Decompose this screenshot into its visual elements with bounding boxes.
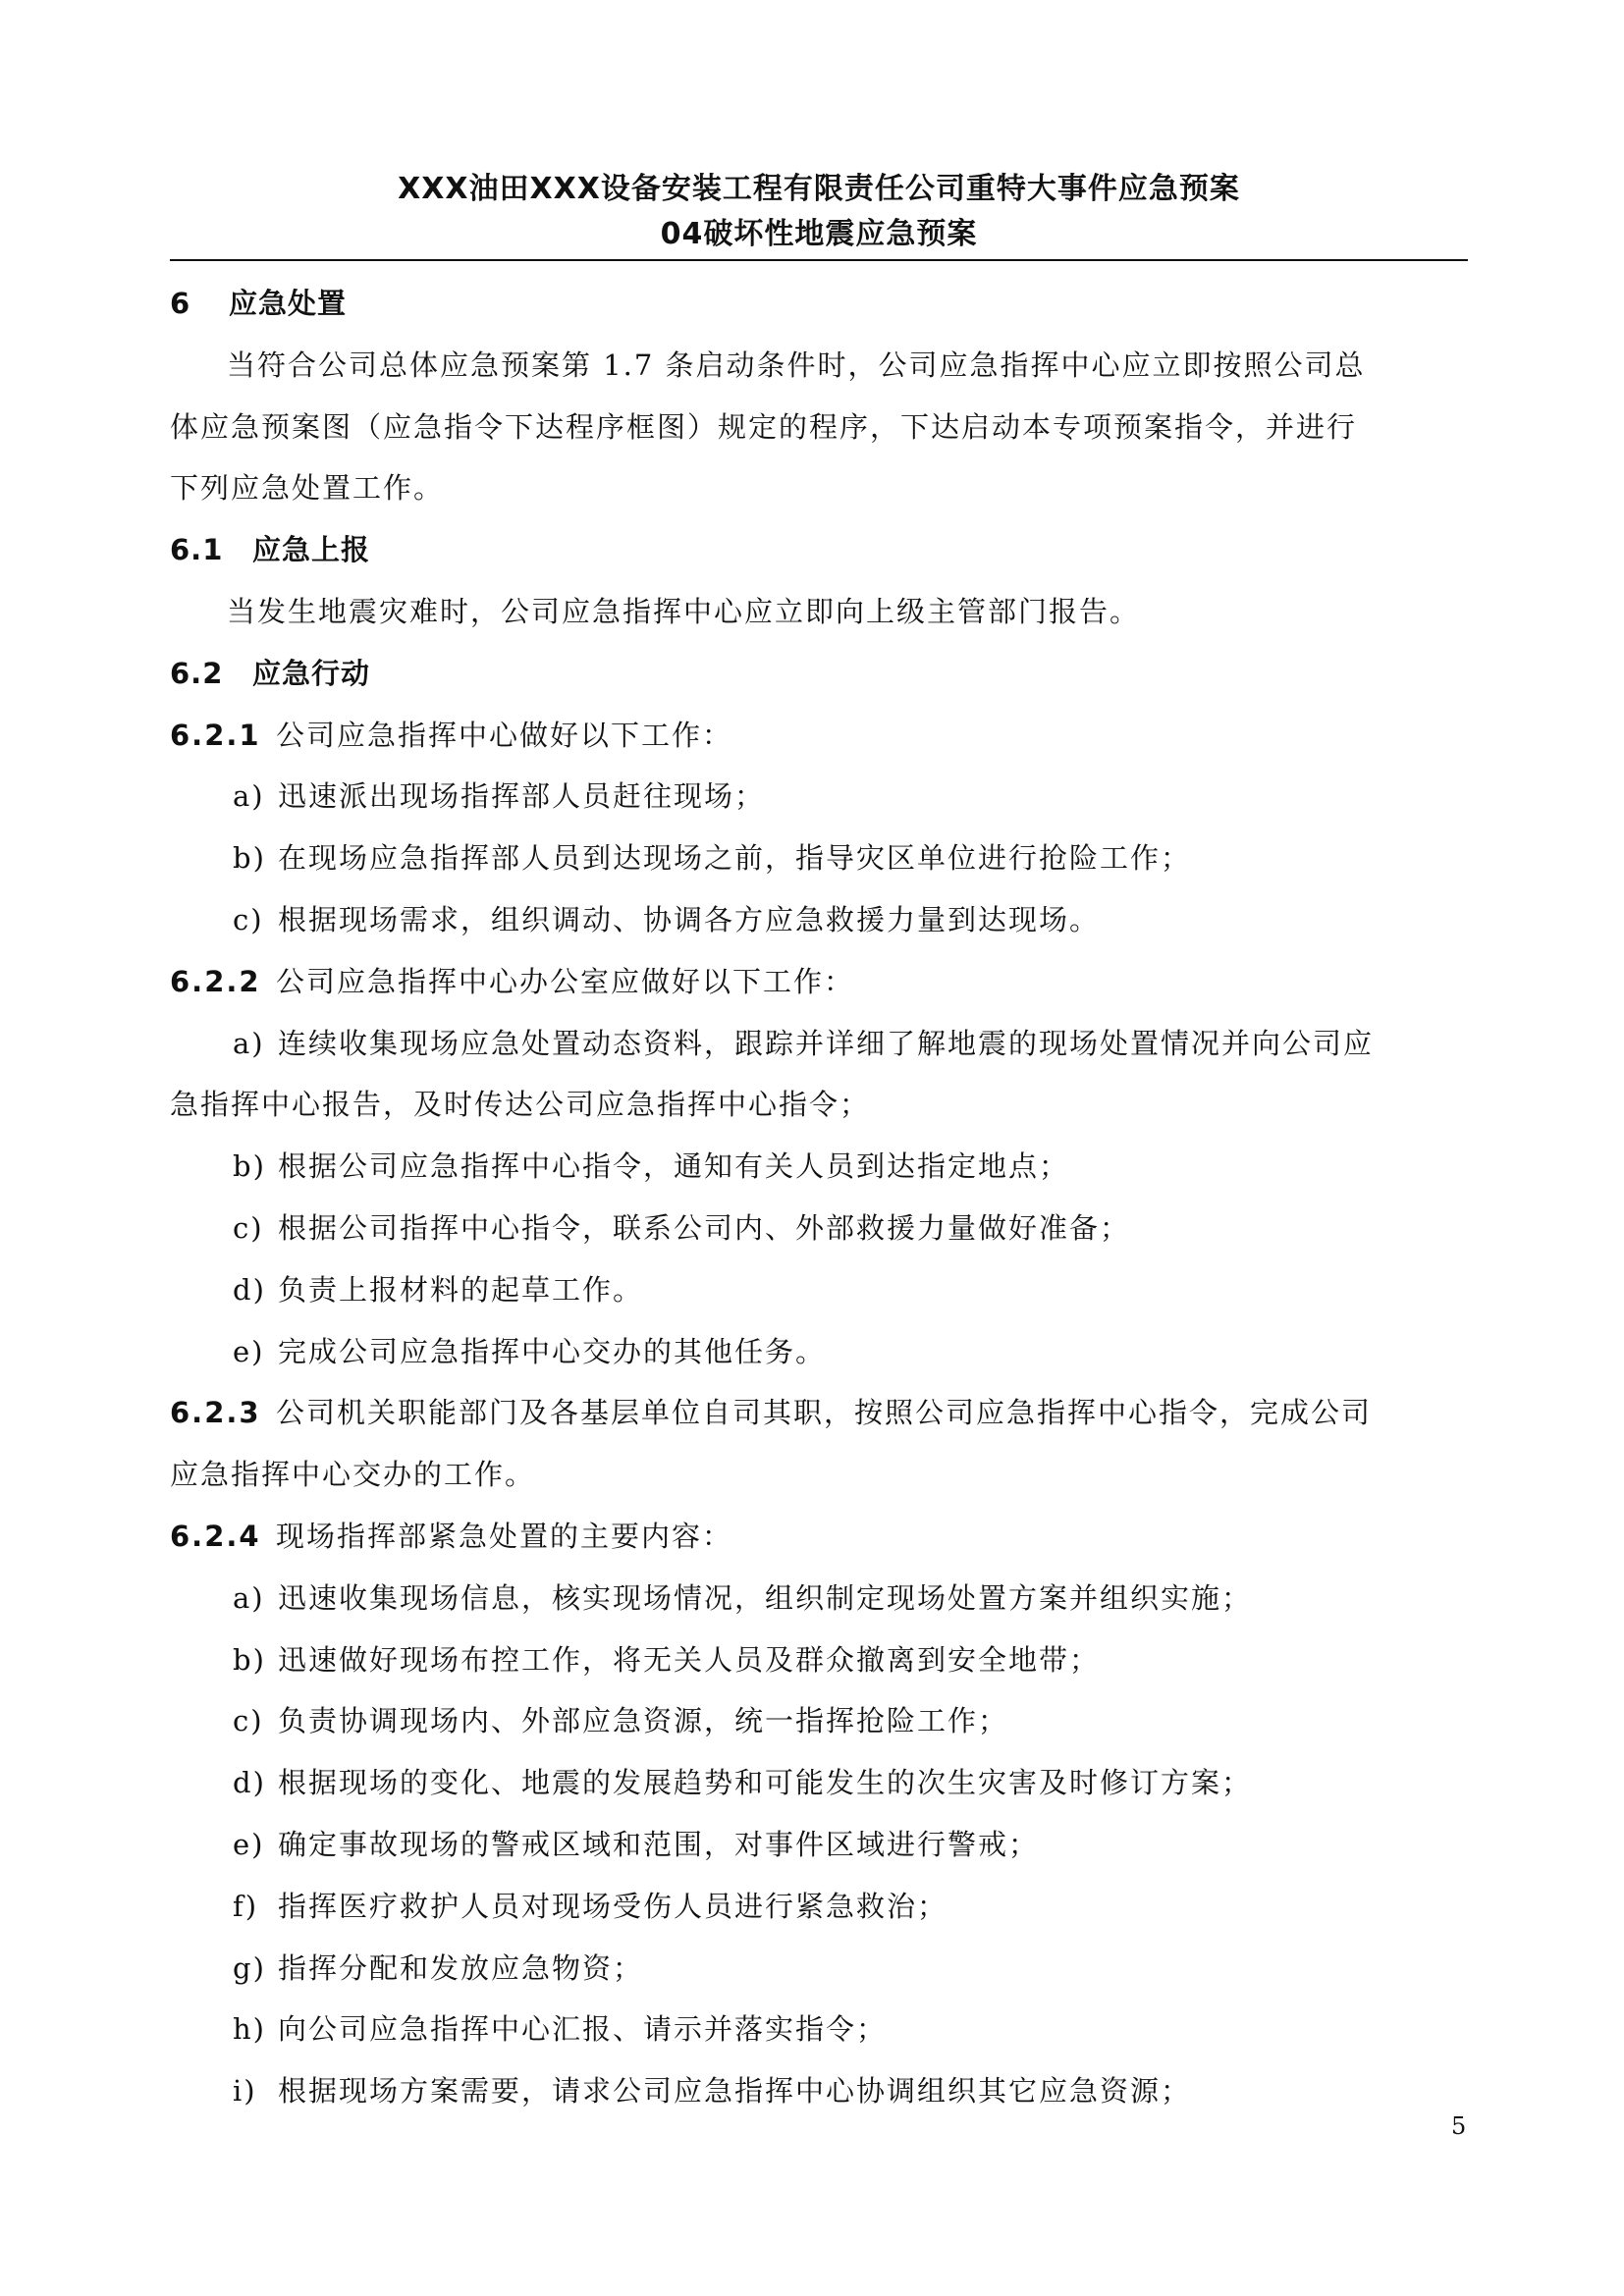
list-item-label: a) — [233, 1026, 265, 1060]
list-item-text: 迅速派出现场指挥部人员赶往现场； — [278, 779, 766, 814]
list-item-label: d) — [233, 1766, 266, 1800]
section-number: 6 — [170, 287, 191, 320]
header-subtitle: 04破坏性地震应急预案 — [660, 217, 978, 251]
section-6-2-heading — [170, 643, 1468, 705]
list-item-text: 根据公司应急指挥中心指令，通知有关人员到达指定地点； — [278, 1149, 1070, 1184]
list-item-text: 根据现场方案需要，请求公司应急指挥中心协调组织其它应急资源； — [278, 2074, 1192, 2109]
subsection-text: 公司应急指挥中心办公室应做好以下工作： — [276, 964, 855, 998]
list-item-text: 迅速做好现场布控工作，将无关人员及群众撤离到安全地带； — [278, 1642, 1101, 1677]
list-item-continuation: 急指挥中心报告，及时传达公司应急指挥中心指令； — [170, 1088, 871, 1122]
page-number: 5 — [1451, 2112, 1467, 2140]
list-item-text: 向公司应急指挥中心汇报、请示并落实指令； — [278, 2012, 888, 2047]
subsection-number: 6.2.1 — [170, 718, 261, 752]
list-item — [170, 1198, 1468, 1259]
list-item-label: b) — [233, 1149, 266, 1184]
section-title: 应急处置 — [229, 287, 348, 320]
list-item — [170, 1568, 1468, 1629]
list-item-label: i) — [233, 2074, 257, 2109]
list-item-label: c) — [233, 902, 264, 936]
list-item-text: 指挥医疗救护人员对现场受伤人员进行紧急救治； — [278, 1889, 948, 1923]
subsection-6-2-1 — [170, 705, 1468, 767]
subsection-number: 6.2.2 — [170, 964, 261, 998]
list-item — [170, 828, 1468, 889]
list-item — [170, 1690, 1468, 1752]
list-item-text: 完成公司应急指挥中心交办的其他任务。 — [278, 1334, 827, 1368]
section-number: 6.2 — [170, 656, 224, 690]
subsection-6-2-4 — [170, 1506, 1468, 1568]
subsection-text: 现场指挥部紧急处置的主要内容： — [276, 1519, 733, 1553]
list-item-label: e) — [233, 1827, 265, 1861]
list-item-text: 指挥分配和发放应急物资； — [278, 1950, 644, 1985]
list-item-label: g) — [233, 1950, 266, 1985]
list-item — [170, 889, 1468, 951]
list-item-label: f) — [233, 1889, 259, 1923]
list-item-label: h) — [233, 2012, 266, 2047]
list-item-label: b) — [233, 1642, 266, 1677]
list-item-label: e) — [233, 1334, 265, 1368]
list-item-label: a) — [233, 1580, 265, 1615]
list-item-label: d) — [233, 1272, 266, 1307]
paragraph-line: 当符合公司总体应急预案第 1.7 条启动条件时，公司应急指挥中心应立即按照公司总 — [227, 347, 1366, 382]
section-number: 6.1 — [170, 533, 224, 567]
list-item — [170, 2060, 1468, 2122]
list-item-label: c) — [233, 1704, 264, 1738]
paragraph-line: 当发生地震灾难时，公司应急指挥中心应立即向上级主管部门报告。 — [227, 594, 1141, 628]
list-item — [170, 1752, 1468, 1814]
list-item-text: 在现场应急指挥部人员到达现场之前，指导灾区单位进行抢险工作； — [278, 841, 1192, 876]
list-item-text: 迅速收集现场信息，核实现场情况，组织制定现场处置方案并组织实施； — [278, 1580, 1253, 1615]
list-item — [170, 1013, 1468, 1075]
list-item — [170, 1999, 1468, 2060]
list-item-text: 连续收集现场应急处置动态资料，跟踪并详细了解地震的现场处置情况并向公司应 — [278, 1026, 1375, 1060]
document-body — [170, 273, 1468, 2122]
list-item — [170, 1259, 1468, 1321]
list-item-label: c) — [233, 1210, 264, 1245]
list-item-text: 根据公司指挥中心指令，联系公司内、外部救援力量做好准备； — [278, 1210, 1131, 1245]
header-title: XXX油田XXX设备安装工程有限责任公司重特大事件应急预案 — [398, 172, 1240, 206]
list-item — [170, 1876, 1468, 1938]
paragraph-line: 下列应急处置工作。 — [170, 471, 445, 506]
header-rule — [170, 259, 1468, 261]
list-item-label: b) — [233, 841, 266, 876]
subsection-text: 公司应急指挥中心做好以下工作： — [276, 718, 733, 752]
list-item-text: 负责上报材料的起草工作。 — [278, 1272, 644, 1307]
list-item-text: 根据现场需求，组织调动、协调各方应急救援力量到达现场。 — [278, 902, 1101, 936]
section-6-heading — [170, 273, 1468, 335]
subsection-6-2-3 — [170, 1382, 1468, 1444]
subsection-number: 6.2.3 — [170, 1396, 261, 1430]
list-item-text: 确定事故现场的警戒区域和范围，对事件区域进行警戒； — [278, 1827, 1040, 1861]
list-item — [170, 1814, 1468, 1876]
subsection-6-2-2 — [170, 951, 1468, 1013]
list-item — [170, 1938, 1468, 2000]
paragraph-line: 体应急预案图（应急指令下达程序框图）规定的程序，下达启动本专项预案指令，并进行 — [170, 409, 1358, 444]
section-title: 应急上报 — [252, 533, 371, 567]
subsection-continuation: 应急指挥中心交办的工作。 — [170, 1458, 536, 1492]
section-title: 应急行动 — [252, 656, 371, 690]
page-header — [170, 167, 1468, 257]
list-item — [170, 1629, 1468, 1691]
list-item-label: a) — [233, 779, 265, 814]
list-item-text: 负责协调现场内、外部应急资源，统一指挥抢险工作； — [278, 1704, 1009, 1738]
subsection-number: 6.2.4 — [170, 1519, 261, 1553]
list-item — [170, 766, 1468, 828]
list-item — [170, 1321, 1468, 1383]
subsection-text: 公司机关职能部门及各基层单位自司其职，按照公司应急指挥中心指令，完成公司 — [276, 1396, 1373, 1430]
section-6-1-heading — [170, 519, 1468, 581]
list-item-text: 根据现场的变化、地震的发展趋势和可能发生的次生灾害及时修订方案； — [278, 1766, 1253, 1800]
list-item — [170, 1136, 1468, 1198]
